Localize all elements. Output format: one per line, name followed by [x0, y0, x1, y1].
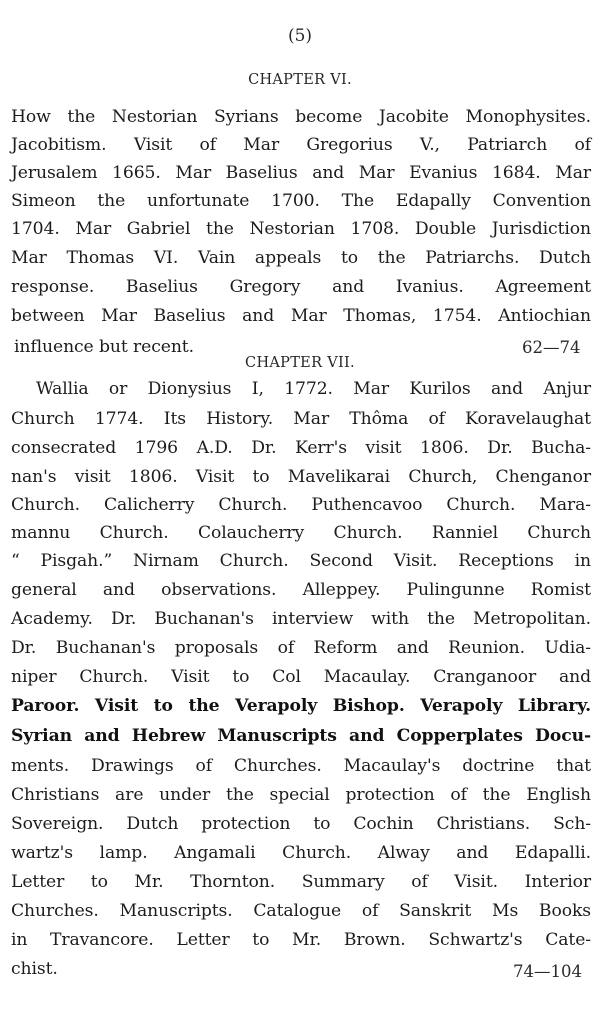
- chapter-7-line: Sovereign. Dutch protection to Cochin Christians. Sch-: [11, 814, 591, 834]
- chapter-7-line: general and observations. Alleppey. Pulingunne Romist: [11, 580, 591, 600]
- chapter-7-line: wartz's lamp. Angamali Church. Alway and Edapalli.: [11, 843, 591, 863]
- chapter-7-line: Christians are under the special protection of the English: [11, 785, 591, 805]
- chapter-7-line: Church 1774. Its History. Mar Thôma of Koravelaughat: [11, 409, 591, 429]
- chapter-6-heading: CHAPTER VI.: [248, 72, 352, 88]
- chapter-7-line: mannu Church. Colaucherry Church. Ranniel Church: [11, 523, 591, 543]
- chapter-7-line: ments. Drawings of Churches. Macaulay's doctrine that: [11, 756, 591, 776]
- chapter-7-line: niper Church. Visit to Col Macaulay. Cranganoor and: [11, 667, 591, 687]
- chapter-7-page-ref: 74—104: [513, 962, 582, 981]
- chapter-6-page-ref: 62—74: [522, 338, 581, 357]
- chapter-7-line: “ Pisgah.” Nirnam Church. Second Visit. Receptions in: [11, 551, 591, 571]
- chapter-6-line: How the Nestorian Syrians become Jacobite Monophysites.: [11, 107, 591, 127]
- chapter-6-line: Simeon the unfortunate 1700. The Edapally Convention: [11, 191, 591, 211]
- chapter-6-line: between Mar Baselius and Mar Thomas, 1754. Antiochian: [11, 306, 591, 326]
- chapter-7-line: Academy. Dr. Buchanan's interview with the Metropolitan.: [11, 609, 591, 629]
- chapter-7-line: Wallia or Dionysius I, 1772. Mar Kurilos and Anjur: [36, 379, 591, 399]
- chapter-7-line: chist.: [11, 959, 58, 979]
- chapter-7-line: consecrated 1796 A.D. Dr. Kerr's visit 1806. Dr. Bucha-: [11, 438, 591, 458]
- chapter-6-line: response. Baselius Gregory and Ivanius. Agreement: [11, 277, 591, 297]
- chapter-6-line: Mar Thomas VI. Vain appeals to the Patriarchs. Dutch: [11, 248, 591, 268]
- chapter-7-heading: CHAPTER VII.: [245, 355, 355, 371]
- chapter-7-line: Church. Calicherry Church. Puthencavoo Church. Mara-: [11, 495, 591, 515]
- chapter-7-line: Churches. Manuscripts. Catalogue of Sanskrit Ms Books: [11, 901, 591, 921]
- chapter-7-line: Syrian and Hebrew Manuscripts and Copperplates Docu-: [11, 726, 591, 746]
- page-number: (5): [287, 26, 313, 46]
- chapter-7-line: in Travancore. Letter to Mr. Brown. Schwartz's Cate-: [11, 930, 591, 950]
- chapter-6-line: influence but recent.: [14, 337, 194, 357]
- chapter-6-line: Jerusalem 1665. Mar Baselius and Mar Evanius 1684. Mar: [11, 163, 591, 183]
- chapter-6-line: 1704. Mar Gabriel the Nestorian 1708. Double Jurisdiction: [11, 219, 591, 239]
- chapter-7-line: Dr. Buchanan's proposals of Reform and Reunion. Udia-: [11, 638, 591, 658]
- chapter-7-line: Letter to Mr. Thornton. Summary of Visit. Interior: [11, 872, 591, 892]
- chapter-7-line: Paroor. Visit to the Verapoly Bishop. Verapoly Library.: [11, 696, 591, 716]
- chapter-7-line: nan's visit 1806. Visit to Mavelikarai Church, Chenganor: [11, 467, 591, 487]
- chapter-6-line: Jacobitism. Visit of Mar Gregorius V., Patriarch of: [11, 135, 591, 155]
